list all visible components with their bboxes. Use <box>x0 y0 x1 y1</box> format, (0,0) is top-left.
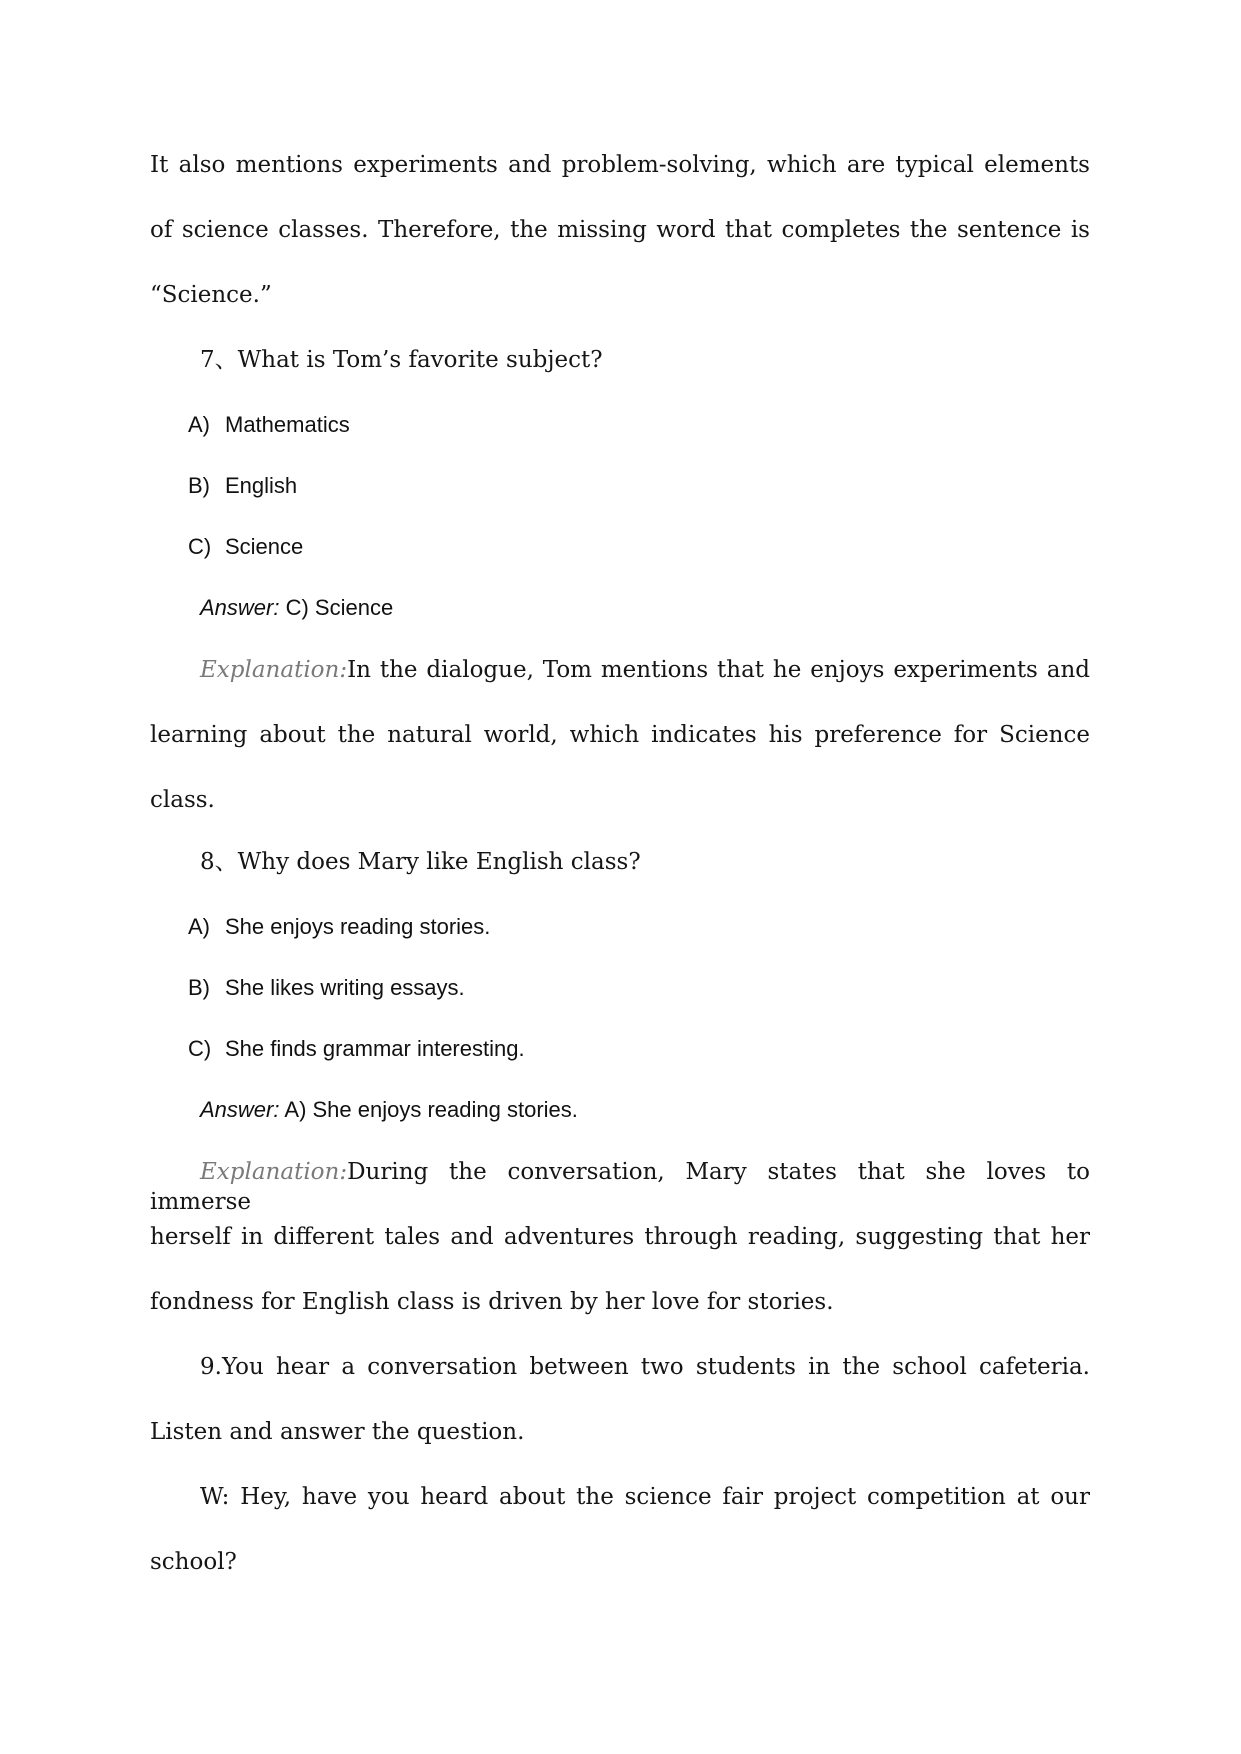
question-8: 8、Why does Mary like English class? <box>200 849 641 875</box>
q8-explanation-line-1 <box>150 1157 1090 1217</box>
option-letter: B) <box>188 975 210 1000</box>
explanation-text: During the conversation, Mary states that she loves to immerse <box>150 1159 1090 1215</box>
q7-explanation-line-2: learning about the natural world, which indicates his preference for Science <box>150 722 1090 748</box>
answer-label: Answer: <box>200 595 280 620</box>
answer-text: A) She enjoys reading stories. <box>284 1097 578 1122</box>
dialogue-line-1: W: Hey, have you heard about the science fair project competition at our <box>200 1484 1090 1510</box>
q7-answer <box>200 593 393 623</box>
q7-option-b <box>188 471 297 501</box>
option-text: She enjoys reading stories. <box>225 914 491 939</box>
option-letter: A) <box>188 914 210 939</box>
option-letter: B) <box>188 473 210 498</box>
q8-option-b <box>188 973 465 1003</box>
q8-explanation-line-3: fondness for English class is driven by her love for stories. <box>150 1289 834 1315</box>
intro-line-1: It also mentions experiments and problem-solving, which are typical elements <box>150 152 1090 178</box>
answer-label: Answer: <box>200 1097 280 1122</box>
option-text: She finds grammar interesting. <box>225 1036 525 1061</box>
q7-option-c <box>188 532 303 562</box>
option-text: She likes writing essays. <box>225 975 465 1000</box>
intro-line-3: “Science.” <box>150 282 272 308</box>
option-letter: A) <box>188 412 210 437</box>
option-letter: C) <box>188 534 212 559</box>
q8-option-c <box>188 1034 525 1064</box>
question-9-line-2: Listen and answer the question. <box>150 1419 525 1445</box>
q8-explanation-line-2: herself in different tales and adventures through reading, suggesting that her <box>150 1224 1090 1250</box>
q8-option-a <box>188 912 490 942</box>
dialogue-line-2: school? <box>150 1549 237 1575</box>
q7-explanation-line-3: class. <box>150 787 215 813</box>
question-9-line-1: 9.You hear a conversation between two students in the school cafeteria. <box>200 1354 1090 1380</box>
intro-line-2: of science classes. Therefore, the missing word that completes the sentence is <box>150 217 1090 243</box>
q7-option-a <box>188 410 350 440</box>
question-7: 7、What is Tom’s favorite subject? <box>200 347 603 373</box>
answer-text: C) Science <box>285 595 394 620</box>
option-text: English <box>225 473 298 498</box>
q7-explanation-line-1 <box>150 655 1090 685</box>
explanation-label: Explanation: <box>200 1159 348 1185</box>
option-text: Mathematics <box>225 412 350 437</box>
q8-answer <box>200 1095 578 1125</box>
explanation-text: In the dialogue, Tom mentions that he enjoys experiments and <box>347 657 1090 683</box>
explanation-label: Explanation: <box>200 657 348 683</box>
option-letter: C) <box>188 1036 212 1061</box>
option-text: Science <box>225 534 304 559</box>
